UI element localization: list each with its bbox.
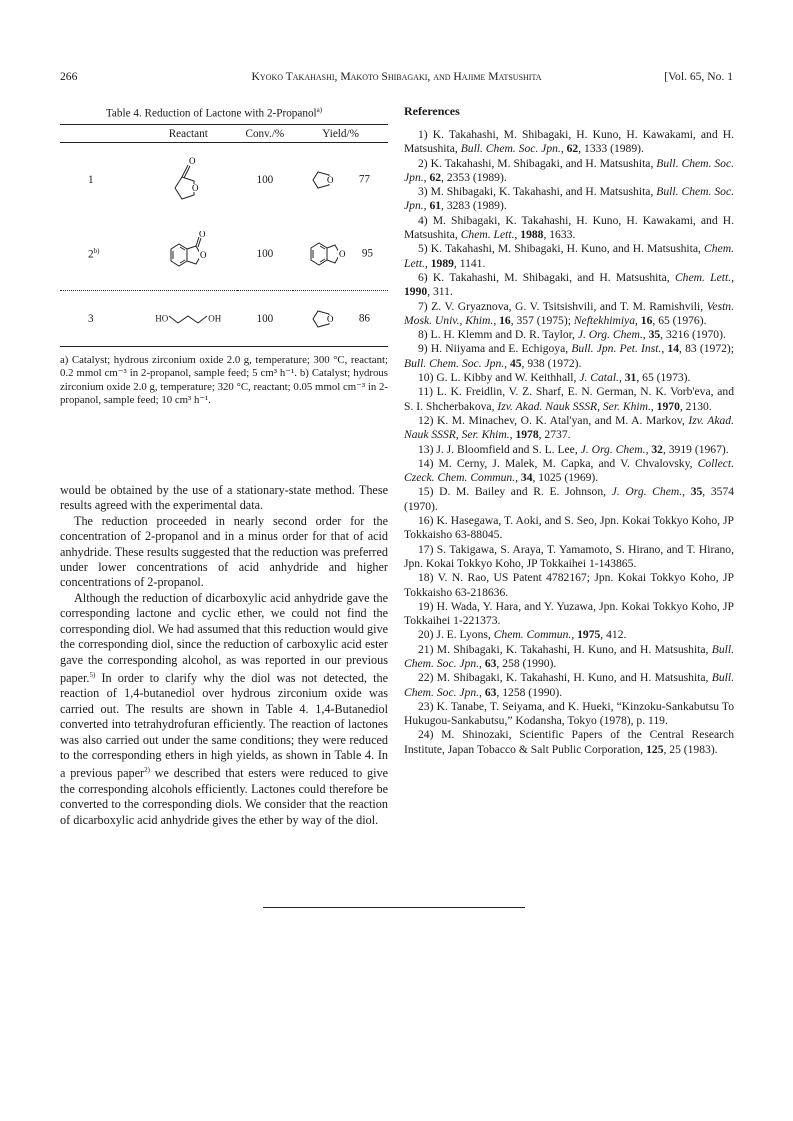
table-row (60, 218, 388, 290)
reactant-gamma-butyrolactone (140, 142, 237, 218)
row-number: 3 (60, 291, 140, 347)
reference-item: 3) M. Shibagaki, K. Takahashi, and H. Matsushita, Bull. Chem. Soc. Jpn., 61, 3283 (1989). (404, 185, 734, 213)
reference-item: 9) H. Niiyama and E. Echigoya, Bull. Jpn. Pet. Inst., 14, 83 (1972); Bull. Chem. Soc. Jpn., 45, 938 (1972). (404, 342, 734, 370)
yield-cell (293, 142, 388, 218)
thf-structure-icon (311, 307, 337, 331)
running-header (60, 70, 733, 86)
yield-value: 77 (358, 174, 370, 187)
phthalan-structure-icon (308, 239, 352, 269)
yield-cell (293, 218, 388, 290)
reference-item: 7) Z. V. Gryaznova, G. V. Tsitsishvili, and T. M. Ramishvili, Vestn. Mosk. Univ., Khim., 16, 357 (1975); Neftekhimiya, 16, 65 (1976). (404, 299, 734, 327)
reference-item: 2) K. Takahashi, M. Shibagaki, and H. Matsushita, Bull. Chem. Soc. Jpn., 62, 2353 (1989). (404, 156, 734, 184)
table-row (60, 291, 388, 347)
reference-item: 16) K. Hasegawa, T. Aoki, and S. Seo, Jpn. Kokai Tokkyo Koho, JP Tokkaisho 63-88045. (404, 514, 734, 542)
reference-item: 13) J. J. Bloomfield and S. L. Lee, J. Org. Chem., 32, 3919 (1967). (418, 442, 729, 456)
svg-text:O: O (327, 175, 334, 186)
page-number: 266 (60, 70, 78, 83)
table-header-row (60, 124, 388, 142)
references-list (404, 128, 734, 757)
svg-text:O: O (339, 249, 346, 260)
reactant-butanediol (140, 291, 237, 347)
yield-cell (293, 291, 388, 347)
reference-item: 15) D. M. Bailey and R. E. Johnson, J. Org. Chem., 35, 3574 (1970). (404, 485, 735, 513)
phthalide-structure-icon (163, 231, 213, 277)
conv-value: 100 (256, 174, 274, 187)
reference-item: 4) M. Shibagaki, K. Takahashi, H. Kuno, H. Kawakami, and H. Matsushita, Chem. Lett., 1988, 1633. (404, 213, 734, 242)
conv-value: 100 (237, 291, 294, 347)
col-reactant: Reactant (140, 124, 237, 142)
reference-item: 23) K. Tanabe, T. Seiyama, and K. Hueki, “Kinzoku-Sankabutsu To Hukugou-Sankabutsu,” Kodansha, Tokyo (1978), p. 119. (404, 699, 734, 728)
table-footnote: a) Catalyst; hydrous zirconium oxide 2.0 g, temperature; 300 °C, reactant; 0.2 mmol cm⁻³ in 2-propanol, sample feed; 5 cm³ h⁻¹. b) Catalyst; hydrous zirconium oxide 2.0 g, temperature; 320 °C, reactant; 0.05 mmol cm⁻³ in 2-propanol, sample feed; 10 cm³ h⁻¹. (60, 354, 388, 406)
volume-info: [Vol. 65, No. 1 (664, 70, 733, 83)
reference-item: 8) L. H. Klemm and D. R. Taylor, J. Org. Chem., 35, 3216 (1970). (418, 328, 726, 342)
paragraph: Although the reduction of dicarboxylic acid anhydride gave the corresponding lactone and cyclic ether, we could not find the corresponding diol. We had assumed that this reduction would give the corresponding diol, since the reduction of carboxylic acid ester gave the corresponding alcohol, as was reported in our previous paper.$^{5)}$ In order to clarify why the diol was not detected, the reaction of 1,4-butanediol over hydrous zirconium oxide was carried out. The results are shown in Table 4. 1,4-Butanediol converted into tetrahydrofuran efficiently. The reaction of lactones was also carried out under the same conditions; they were reduced to the corresponding ethers in high yields, as shown in Table 4. In a previous paper$^{2)}$ we described that esters were reduced to give the corresponding alcohols efficiently. Lactones could therefore be converted to the corresponding diols. We consider that the reaction of dicarboxylic acid anhydride gives the ether by way of the diol. (60, 590, 388, 827)
reference-item: 18) V. N. Rao, US Patent 4782167; Jpn. Kokai Tokkyo Koho, JP Tokkaisho 63-218636. (404, 571, 734, 599)
reference-item: 20) J. E. Lyons, Chem. Commun., 1975, 412. (418, 628, 627, 642)
butyrolactone-structure-icon (168, 155, 208, 205)
svg-text:O: O (200, 250, 207, 261)
references-heading: References (404, 104, 460, 118)
reference-item: 1) K. Takahashi, M. Shibagaki, H. Kuno, H. Kawakami, and H. Matsushita, Bull. Chem. Soc. Jpn., 62, 1333 (1989). (404, 128, 734, 156)
yield-value: 95 (361, 247, 373, 260)
reference-item: 10) G. L. Kibby and W. Keithhall, J. Catal., 31, 65 (1973). (418, 371, 691, 385)
reactant-phthalide (140, 218, 237, 290)
oh-label: OH (208, 313, 222, 324)
col-no (60, 124, 140, 142)
running-authors: Kyoko Takahashi, Makoto Shibagaki, and Hajime Matsushita (251, 70, 542, 83)
reference-item: 14) M. Cerny, J. Malek, M. Capka, and V. Chvalovsky, Collect. Czeck. Chem. Commun., 34, 1025 (1969). (404, 456, 734, 485)
svg-text:O: O (189, 156, 196, 167)
yield-value: 86 (358, 312, 370, 325)
body-text (60, 483, 388, 828)
reference-item: 6) K. Takahashi, M. Shibagaki, and H. Matsushita, Chem. Lett., 1990, 311. (404, 270, 735, 299)
table-caption-text: Table 4. Reduction of Lactone with 2-Propanol (105, 107, 317, 120)
reference-item: 11) L. K. Freidlin, V. Z. Sharf, E. N. German, N. K. Vorb'eva, and S. I. Shcherbakova, Izv. Akad. Nauk SSSR, Ser. Khim., 1970, 2130. (404, 385, 734, 413)
svg-text:O: O (327, 313, 334, 324)
reference-item: 5) K. Takahashi, M. Shibagaki, H. Kuno, and H. Matsushita, Chem. Lett., 1989, 1141. (404, 242, 734, 270)
conv-value: 100 (256, 248, 274, 261)
svg-text:O: O (192, 183, 199, 194)
table-row (60, 142, 388, 218)
paragraph: would be obtained by the use of a stationary-state method. These results agreed with the experimental data. (60, 483, 388, 513)
row-number: 1 (88, 174, 94, 187)
ho-label: HO (155, 313, 169, 324)
col-conv: Conv./% (237, 124, 294, 142)
reference-item: 21) M. Shibagaki, K. Takahashi, H. Kuno, and H. Matsushita, Bull. Chem. Soc. Jpn., 63, 258 (1990). (404, 642, 734, 670)
table-4 (60, 124, 388, 348)
reference-item: 19) H. Wada, Y. Hara, and Y. Yuzawa, Jpn. Kokai Tokkyo Koho, JP Tokkaihei 1-221373. (404, 599, 734, 628)
reference-item: 24) M. Shinozaki, Scientific Papers of the Central Research Institute, Japan Tobacco & Salt Public Corporation, 125, 25 (1983). (404, 728, 734, 756)
row-number: 2$^{b)}$ (88, 247, 100, 262)
col-yield: Yield/% (293, 124, 388, 142)
svg-text:O: O (199, 231, 206, 240)
table-caption (60, 103, 388, 121)
reference-item: 17) S. Takigawa, S. Araya, T. Yamamoto, S. Hirano, and T. Hirano, Jpn. Kokai Tokkyo Koho, JP Tokkaihei 1-143865. (404, 542, 734, 570)
reference-item: 12) K. M. Minachev, O. K. Atal'yan, and M. A. Markov, Izv. Akad. Nauk SSSR, Ser. Khim., 1978, 2737. (404, 413, 734, 442)
right-column (404, 104, 734, 757)
thf-structure-icon (311, 168, 337, 192)
paragraph: The reduction proceeded in nearly second order for the concentration of 2-propanol and in a minus order for that of acid anhydride. These results suggested that the reduction was preferred under lower concentrations of acid anhydride and higher concentrations of 2-propanol. (60, 513, 388, 590)
end-rule (263, 907, 525, 908)
butanediol-chain-icon (168, 312, 208, 326)
left-column (60, 103, 388, 828)
reference-item: 22) M. Shibagaki, K. Takahashi, H. Kuno, and H. Matsushita, Bull. Chem. Soc. Jpn., 63, 1258 (1990). (404, 671, 734, 699)
table-caption-note: a) (316, 106, 323, 114)
